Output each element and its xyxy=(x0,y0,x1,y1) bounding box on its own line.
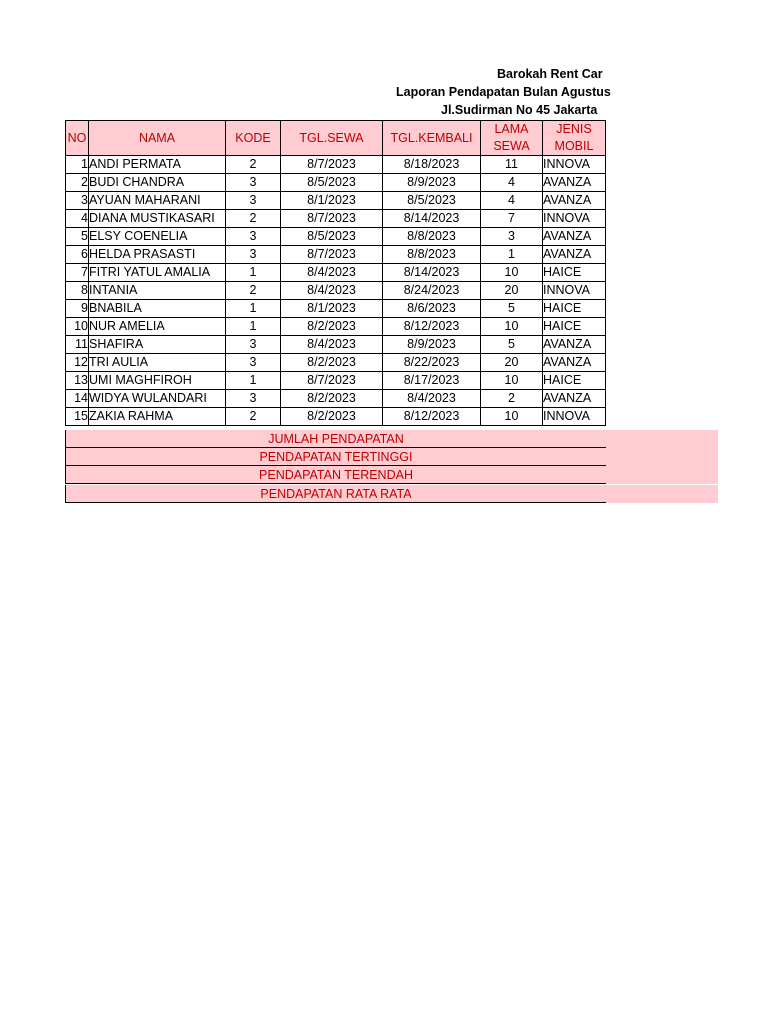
cell-nama[interactable]: ELSY COENELIA xyxy=(89,228,226,246)
cell-no[interactable]: 7 xyxy=(66,264,89,282)
summary-terendah xyxy=(65,466,718,484)
cell-tgl-sewa[interactable]: 8/4/2023 xyxy=(281,264,383,282)
table-row xyxy=(66,174,606,192)
cell-tgl-sewa[interactable]: 8/4/2023 xyxy=(281,336,383,354)
cell-kode[interactable]: 2 xyxy=(226,156,281,174)
cell-nama[interactable]: DIANA MUSTIKASARI xyxy=(89,210,226,228)
cell-lama-sewa[interactable]: 20 xyxy=(481,354,543,372)
cell-tgl-kembali[interactable]: 8/8/2023 xyxy=(383,228,481,246)
summary-jumlah-label[interactable]: JUMLAH PENDAPATAN xyxy=(65,430,606,448)
cell-lama-sewa[interactable]: 10 xyxy=(481,372,543,390)
cell-tgl-sewa[interactable]: 8/2/2023 xyxy=(281,408,383,426)
col-header-no: NO xyxy=(66,121,89,156)
cell-nama[interactable]: WIDYA WULANDARI xyxy=(89,390,226,408)
cell-jenis-mobil[interactable]: INNOVA xyxy=(543,156,606,174)
cell-tgl-sewa[interactable]: 8/7/2023 xyxy=(281,372,383,390)
cell-jenis-mobil[interactable]: INNOVA xyxy=(543,408,606,426)
cell-tgl-sewa[interactable]: 8/7/2023 xyxy=(281,210,383,228)
cell-lama-sewa[interactable]: 3 xyxy=(481,228,543,246)
cell-tgl-sewa[interactable]: 8/5/2023 xyxy=(281,228,383,246)
cell-kode[interactable]: 1 xyxy=(226,264,281,282)
table-row xyxy=(66,336,606,354)
table-row xyxy=(66,408,606,426)
col-header-tgl-sewa: TGL.SEWA xyxy=(281,121,383,156)
table-row xyxy=(66,210,606,228)
table-row xyxy=(66,318,606,336)
cell-kode[interactable]: 2 xyxy=(226,210,281,228)
summary-rata xyxy=(65,485,718,503)
cell-tgl-kembali[interactable]: 8/17/2023 xyxy=(383,372,481,390)
col-header-nama: NAMA xyxy=(89,121,226,156)
cell-nama[interactable]: UMI MAGHFIROH xyxy=(89,372,226,390)
cell-tgl-kembali[interactable]: 8/8/2023 xyxy=(383,246,481,264)
cell-no[interactable]: 15 xyxy=(66,408,89,426)
cell-kode[interactable]: 2 xyxy=(226,408,281,426)
cell-no[interactable]: 12 xyxy=(66,354,89,372)
cell-tgl-kembali[interactable]: 8/14/2023 xyxy=(383,210,481,228)
cell-kode[interactable]: 3 xyxy=(226,228,281,246)
cell-lama-sewa[interactable]: 10 xyxy=(481,318,543,336)
cell-no[interactable]: 14 xyxy=(66,390,89,408)
jenis-line: JENIS xyxy=(556,122,592,136)
cell-no[interactable]: 4 xyxy=(66,210,89,228)
cell-kode[interactable]: 3 xyxy=(226,174,281,192)
cell-nama[interactable]: HELDA PRASASTI xyxy=(89,246,226,264)
cell-nama[interactable]: NUR AMELIA xyxy=(89,318,226,336)
cell-jenis-mobil[interactable]: INNOVA xyxy=(543,282,606,300)
cell-kode[interactable]: 3 xyxy=(226,354,281,372)
cell-tgl-sewa[interactable]: 8/1/2023 xyxy=(281,300,383,318)
cell-jenis-mobil[interactable]: AVANZA xyxy=(543,192,606,210)
cell-jenis-mobil[interactable]: HAICE xyxy=(543,264,606,282)
col-header-kode: KODE xyxy=(226,121,281,156)
cell-jenis-mobil[interactable]: INNOVA xyxy=(543,210,606,228)
cell-tgl-sewa[interactable]: 8/7/2023 xyxy=(281,156,383,174)
cell-no[interactable]: 5 xyxy=(66,228,89,246)
summary-rata-label[interactable]: PENDAPATAN RATA RATA xyxy=(65,485,606,503)
cell-nama[interactable]: AYUAN MAHARANI xyxy=(89,192,226,210)
col-header-lama-sewa xyxy=(481,121,543,156)
report-title: Laporan Pendapatan Bulan Agustus xyxy=(396,85,611,99)
cell-kode[interactable]: 3 xyxy=(226,192,281,210)
cell-lama-sewa[interactable]: 1 xyxy=(481,246,543,264)
cell-jenis-mobil[interactable]: AVANZA xyxy=(543,174,606,192)
cell-tgl-sewa[interactable]: 8/2/2023 xyxy=(281,318,383,336)
table-row xyxy=(66,390,606,408)
cell-no[interactable]: 2 xyxy=(66,174,89,192)
summary-terendah-label[interactable]: PENDAPATAN TERENDAH xyxy=(65,466,606,484)
table-row xyxy=(66,192,606,210)
cell-jenis-mobil[interactable]: AVANZA xyxy=(543,336,606,354)
cell-jenis-mobil[interactable]: HAICE xyxy=(543,318,606,336)
col-header-tgl-kembali: TGL.KEMBALI xyxy=(383,121,481,156)
cell-no[interactable]: 3 xyxy=(66,192,89,210)
cell-tgl-kembali[interactable]: 8/9/2023 xyxy=(383,336,481,354)
cell-tgl-kembali[interactable]: 8/14/2023 xyxy=(383,264,481,282)
cell-no[interactable]: 8 xyxy=(66,282,89,300)
table-row xyxy=(66,156,606,174)
cell-no[interactable]: 1 xyxy=(66,156,89,174)
cell-lama-sewa[interactable]: 4 xyxy=(481,192,543,210)
cell-lama-sewa[interactable]: 10 xyxy=(481,408,543,426)
cell-tgl-sewa[interactable]: 8/2/2023 xyxy=(281,390,383,408)
cell-lama-sewa[interactable]: 11 xyxy=(481,156,543,174)
company-title: Barokah Rent Car xyxy=(497,67,603,81)
cell-lama-sewa[interactable]: 5 xyxy=(481,336,543,354)
cell-no[interactable]: 11 xyxy=(66,336,89,354)
cell-jenis-mobil[interactable]: AVANZA xyxy=(543,228,606,246)
table-row xyxy=(66,246,606,264)
cell-jenis-mobil[interactable]: HAICE xyxy=(543,372,606,390)
cell-lama-sewa[interactable]: 7 xyxy=(481,210,543,228)
cell-tgl-kembali[interactable]: 8/4/2023 xyxy=(383,390,481,408)
cell-jenis-mobil[interactable]: AVANZA xyxy=(543,246,606,264)
cell-tgl-sewa[interactable]: 8/5/2023 xyxy=(281,174,383,192)
cell-tgl-kembali[interactable]: 8/22/2023 xyxy=(383,354,481,372)
cell-nama[interactable]: INTANIA xyxy=(89,282,226,300)
cell-kode[interactable]: 3 xyxy=(226,246,281,264)
table-row xyxy=(66,354,606,372)
cell-tgl-sewa[interactable]: 8/7/2023 xyxy=(281,246,383,264)
cell-nama[interactable]: SHAFIRA xyxy=(89,336,226,354)
cell-nama[interactable]: ANDI PERMATA xyxy=(89,156,226,174)
cell-tgl-kembali[interactable]: 8/5/2023 xyxy=(383,192,481,210)
cell-nama[interactable]: BNABILA xyxy=(89,300,226,318)
cell-kode[interactable]: 1 xyxy=(226,300,281,318)
cell-tgl-kembali[interactable]: 8/12/2023 xyxy=(383,318,481,336)
cell-lama-sewa[interactable]: 5 xyxy=(481,300,543,318)
cell-kode[interactable]: 3 xyxy=(226,390,281,408)
cell-tgl-sewa[interactable]: 8/2/2023 xyxy=(281,354,383,372)
summary-jumlah xyxy=(65,430,718,448)
cell-lama-sewa[interactable]: 10 xyxy=(481,264,543,282)
table-row xyxy=(66,264,606,282)
cell-nama[interactable]: ZAKIA RAHMA xyxy=(89,408,226,426)
cell-kode[interactable]: 2 xyxy=(226,282,281,300)
rental-table xyxy=(65,120,606,426)
cell-nama[interactable]: TRI AULIA xyxy=(89,354,226,372)
address-title: Jl.Sudirman No 45 Jakarta xyxy=(441,103,598,117)
cell-lama-sewa[interactable]: 4 xyxy=(481,174,543,192)
cell-nama[interactable]: FITRI YATUL AMALIA xyxy=(89,264,226,282)
sewa-line: SEWA xyxy=(493,139,530,153)
table-row xyxy=(66,300,606,318)
summary-tertinggi-label[interactable]: PENDAPATAN TERTINGGI xyxy=(65,448,606,466)
cell-tgl-kembali[interactable]: 8/24/2023 xyxy=(383,282,481,300)
cell-no[interactable]: 10 xyxy=(66,318,89,336)
table-row xyxy=(66,282,606,300)
header-row xyxy=(66,121,606,156)
cell-tgl-kembali[interactable]: 8/12/2023 xyxy=(383,408,481,426)
cell-tgl-kembali[interactable]: 8/9/2023 xyxy=(383,174,481,192)
cell-lama-sewa[interactable]: 20 xyxy=(481,282,543,300)
cell-no[interactable]: 9 xyxy=(66,300,89,318)
cell-lama-sewa[interactable]: 2 xyxy=(481,390,543,408)
cell-jenis-mobil[interactable]: AVANZA xyxy=(543,390,606,408)
cell-tgl-sewa[interactable]: 8/4/2023 xyxy=(281,282,383,300)
cell-no[interactable]: 13 xyxy=(66,372,89,390)
mobil-line: MOBIL xyxy=(554,139,594,153)
cell-jenis-mobil[interactable]: AVANZA xyxy=(543,354,606,372)
cell-tgl-sewa[interactable]: 8/1/2023 xyxy=(281,192,383,210)
cell-nama[interactable]: BUDI CHANDRA xyxy=(89,174,226,192)
cell-kode[interactable]: 3 xyxy=(226,336,281,354)
cell-tgl-kembali[interactable]: 8/6/2023 xyxy=(383,300,481,318)
cell-kode[interactable]: 1 xyxy=(226,318,281,336)
cell-no[interactable]: 6 xyxy=(66,246,89,264)
cell-tgl-kembali[interactable]: 8/18/2023 xyxy=(383,156,481,174)
col-header-jenis-mobil xyxy=(543,121,606,156)
table-row xyxy=(66,228,606,246)
lama-line: LAMA xyxy=(494,122,529,136)
cell-kode[interactable]: 1 xyxy=(226,372,281,390)
summary-tertinggi xyxy=(65,448,718,466)
cell-jenis-mobil[interactable]: HAICE xyxy=(543,300,606,318)
table-row xyxy=(66,372,606,390)
